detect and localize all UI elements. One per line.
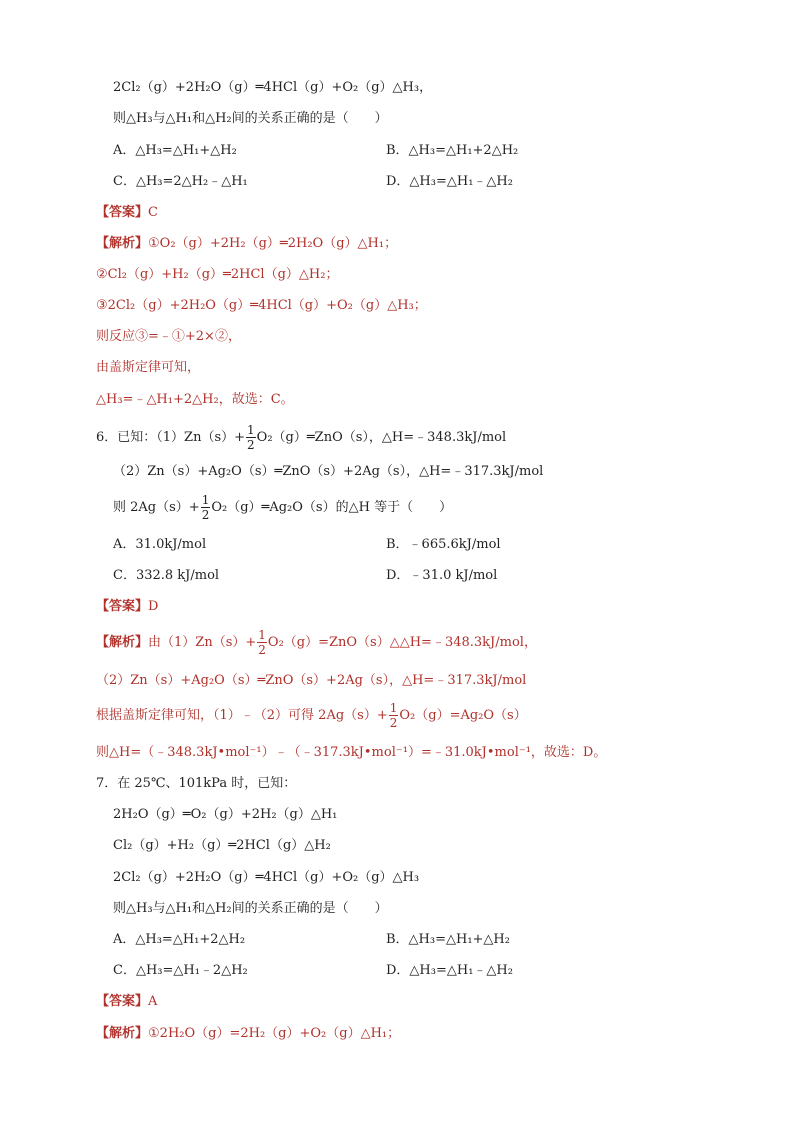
fraction-denominator: 2 <box>247 438 255 452</box>
q7-equation-1: 2H₂O（g）═O₂（g）+2H₂（g）△H₁ <box>113 807 338 822</box>
answer-label: 【答案】 <box>96 994 149 1009</box>
q6-line-3-pre: 则 2Ag（s）+ <box>113 500 200 515</box>
q7-option-a: A．△H₃=△H₁+2△H₂ <box>113 932 246 947</box>
analysis-label: 【解析】 <box>96 236 149 251</box>
analysis-text: ①O₂（g）+2H₂（g）═2H₂O（g）△H₁； <box>148 236 398 251</box>
q7-option-d: D．△H₃=△H₁﹣△H₂ <box>386 963 513 978</box>
q5-option-d: D．△H₃=△H₁﹣△H₂ <box>386 174 513 189</box>
q6-analysis-line-1 <box>96 627 537 659</box>
answer-label: 【答案】 <box>96 599 149 614</box>
q5-analysis-line-3: ③2Cl₂（g）+2H₂O（g）═4HCl（g）+O₂（g）△H₃； <box>96 298 427 313</box>
fraction-denominator: 2 <box>389 716 398 730</box>
q6-analysis-1-post: O₂（g）=ZnO（s）△△H=﹣348.3kJ/mol， <box>267 635 537 650</box>
q5-analysis-line-5: 由盖斯定律可知， <box>96 360 201 375</box>
q7-analysis-line-1 <box>96 1024 400 1044</box>
q5-answer <box>96 203 158 223</box>
q6-line-1-pre: 6．已知：（1）Zn（s）+ <box>96 430 246 445</box>
fraction-denominator: 2 <box>258 643 266 657</box>
q5-equation-3: 2Cl₂（g）+2H₂O（g）═4HCl（g）+O₂（g）△H₃， <box>113 80 433 95</box>
q6-analysis-3-post: O₂（g）=Ag₂O（s） <box>399 708 527 723</box>
q7-equation-2: Cl₂（g）+H₂（g）═2HCl（g）△H₂ <box>113 838 331 853</box>
answer-label: 【答案】 <box>96 205 149 220</box>
q5-analysis-line-1 <box>96 234 397 254</box>
fraction-numerator: 1 <box>389 701 398 715</box>
answer-value: A <box>148 994 158 1009</box>
q6-analysis-line-3 <box>96 700 527 732</box>
fraction-half <box>389 702 399 729</box>
q7-option-b: B．△H₃=△H₁+△H₂ <box>386 932 510 947</box>
q6-analysis-line-2: （2）Zn（s）+Ag₂O（s）═ZnO（s）+2Ag（s），△H=﹣317.3kJ/mol <box>96 673 527 688</box>
q6-line-3-post: O₂（g）═Ag₂O（s）的△H 等于（ ） <box>211 500 453 515</box>
q5-option-a: A．△H₃=△H₁+△H₂ <box>113 143 237 158</box>
q7-line-1: 7．在 25℃、101kPa 时，已知： <box>96 776 297 791</box>
q6-answer <box>96 597 158 617</box>
q6-option-a: A．31.0kJ/mol <box>113 537 207 552</box>
q7-equation-3: 2Cl₂（g）+2H₂O（g）═4HCl（g）+O₂（g）△H₃ <box>113 870 420 885</box>
q6-line-1 <box>96 422 506 454</box>
q7-stem: 则△H₃与△H₁和△H₂间的关系正确的是（ ） <box>113 901 388 916</box>
q7-option-c: C．△H₃=△H₁﹣2△H₂ <box>113 963 248 978</box>
q5-analysis-line-6: △H₃=﹣△H₁+2△H₂，故选：C。 <box>96 392 294 407</box>
fraction-denominator: 2 <box>201 508 210 522</box>
q6-analysis-1-pre: 由（1）Zn（s）+ <box>148 635 257 650</box>
fraction-numerator: 1 <box>201 493 210 507</box>
q6-analysis-3-pre: 根据盖斯定律可知，（1）﹣（2）可得 2Ag（s）+ <box>96 708 388 723</box>
q5-option-b: B．△H₃=△H₁+2△H₂ <box>386 143 519 158</box>
fraction-half <box>201 494 211 521</box>
analysis-label: 【解析】 <box>96 1026 149 1041</box>
fraction-half <box>246 424 256 451</box>
q6-line-1-post: O₂（g）═ZnO（s），△H=﹣348.3kJ/mol <box>256 430 507 445</box>
analysis-label: 【解析】 <box>96 635 149 650</box>
q5-option-c: C．△H₃=2△H₂﹣△H₁ <box>113 174 248 189</box>
q7-answer <box>96 992 157 1012</box>
answer-value: C <box>148 205 158 220</box>
fraction-numerator: 1 <box>247 423 255 437</box>
q6-analysis-line-4: 则△H=（﹣348.3kJ•mol⁻¹）﹣（﹣317.3kJ•mol⁻¹）=﹣31.0kJ•mol⁻¹，故选：D。 <box>96 745 607 760</box>
answer-value: D <box>148 599 159 614</box>
q6-line-3 <box>113 492 452 524</box>
q6-line-2: （2）Zn（s）+Ag₂O（s）═ZnO（s）+2Ag（s），△H=﹣317.3kJ/mol <box>113 464 544 479</box>
fraction-half <box>257 629 267 656</box>
q6-option-b: B．﹣665.6kJ/mol <box>386 537 501 552</box>
fraction-numerator: 1 <box>258 628 266 642</box>
q5-stem: 则△H₃与△H₁和△H₂间的关系正确的是（ ） <box>113 111 388 126</box>
q6-option-c: C．332.8 kJ/mol <box>113 568 220 583</box>
q6-option-d: D．﹣31.0 kJ/mol <box>386 568 498 583</box>
analysis-text: ①2H₂O（g）=2H₂（g）+O₂（g）△H₁； <box>148 1026 401 1041</box>
q5-analysis-line-4: 则反应③=﹣①+2×②， <box>96 329 241 344</box>
q5-analysis-line-2: ②Cl₂（g）+H₂（g）═2HCl（g）△H₂； <box>96 267 339 282</box>
